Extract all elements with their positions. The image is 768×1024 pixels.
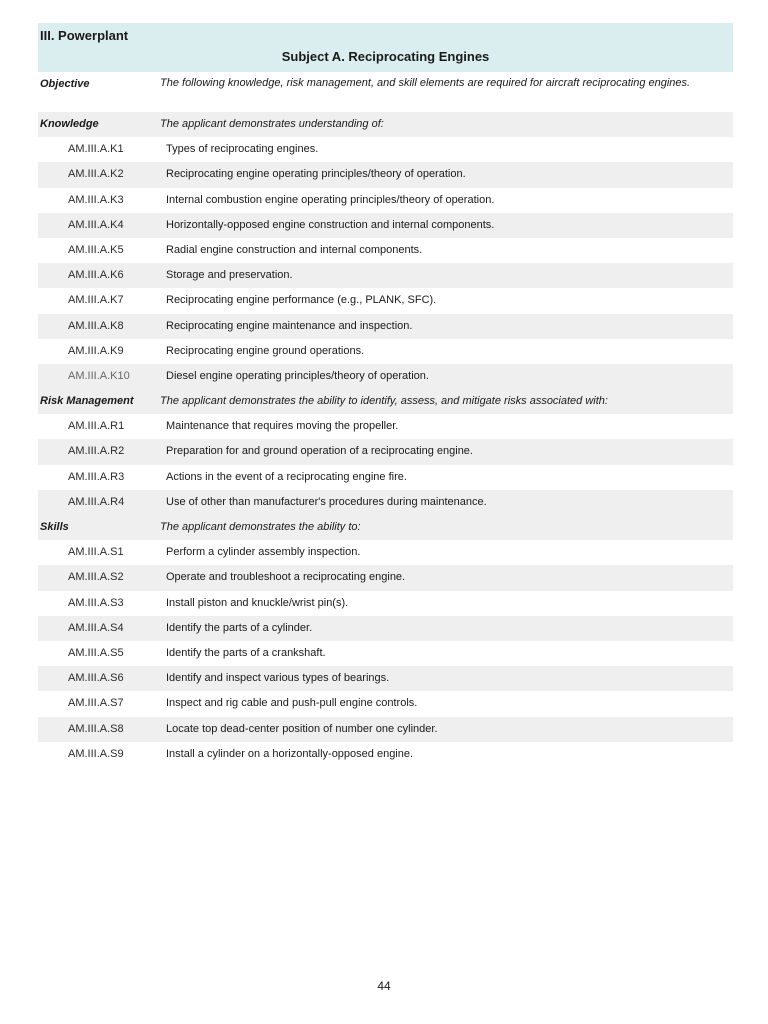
risk-label: Risk Management	[40, 395, 134, 408]
skills-intro: The applicant demonstrates the ability to:	[160, 521, 361, 533]
element-code: AM.III.A.S8	[68, 722, 124, 735]
element-code: AM.III.A.K8	[68, 319, 124, 332]
element-description: Identify and inspect various types of bearings.	[166, 672, 390, 685]
table-row	[38, 238, 733, 263]
table-row	[38, 465, 733, 490]
element-code: AM.III.A.R2	[68, 445, 125, 458]
element-code: AM.III.A.S3	[68, 596, 124, 609]
risk-header-row	[38, 389, 733, 414]
element-code: AM.III.A.K6	[68, 269, 124, 282]
element-code: AM.III.A.S4	[68, 621, 124, 634]
table-row	[38, 565, 733, 590]
area-title: III. Powerplant	[40, 28, 129, 43]
table-row	[38, 742, 733, 767]
page-number: 44	[377, 979, 391, 993]
element-code: AM.III.A.K4	[68, 218, 124, 231]
element-code: AM.III.A.K5	[68, 243, 124, 256]
risk-list	[38, 414, 733, 515]
table-header	[38, 23, 733, 72]
skills-label: Skills	[40, 521, 69, 533]
table-row	[38, 540, 733, 565]
table-row	[38, 666, 733, 691]
element-description: Perform a cylinder assembly inspection.	[166, 546, 361, 559]
element-description: Locate top dead-center position of number one cylinder.	[166, 722, 438, 735]
objective-label: Objective	[40, 78, 90, 90]
knowledge-label: Knowledge	[40, 118, 99, 130]
element-code: AM.III.A.K1	[68, 143, 124, 156]
element-code: AM.III.A.R1	[68, 420, 125, 433]
knowledge-header-row	[38, 112, 733, 137]
element-description: Preparation for and ground operation of a reciprocating engine.	[166, 445, 473, 458]
risk-intro: The applicant demonstrates the ability to identify, assess, and mitigate risks associated with:	[160, 395, 608, 408]
subject-title: Subject A. Reciprocating Engines	[281, 49, 490, 64]
table-row	[38, 339, 733, 364]
element-description: Inspect and rig cable and push-pull engine controls.	[166, 697, 418, 710]
element-description: Reciprocating engine maintenance and inspection.	[166, 319, 413, 332]
element-code: AM.III.A.R3	[68, 470, 125, 483]
objective-row	[38, 72, 733, 112]
element-description: Install piston and knuckle/wrist pin(s).	[166, 596, 349, 609]
element-code: AM.III.A.K3	[68, 193, 124, 206]
knowledge-intro: The applicant demonstrates understanding of:	[160, 118, 384, 130]
element-description: Operate and troubleshoot a reciprocating engine.	[166, 571, 406, 584]
table-row	[38, 439, 733, 464]
table-row	[38, 641, 733, 666]
element-description: Diesel engine operating principles/theory of operation.	[166, 369, 429, 382]
element-description: Internal combustion engine operating principles/theory of operation.	[166, 193, 495, 206]
table-row	[38, 490, 733, 515]
table-row	[38, 137, 733, 162]
table-row	[38, 414, 733, 439]
element-code: AM.III.A.S9	[68, 747, 124, 760]
element-description: Actions in the event of a reciprocating engine fire.	[166, 470, 407, 483]
knowledge-list	[38, 137, 733, 389]
table-row	[38, 591, 733, 616]
element-description: Reciprocating engine ground operations.	[166, 344, 365, 357]
element-description: Horizontally-opposed engine construction and internal components.	[166, 218, 495, 231]
element-description: Identify the parts of a cylinder.	[166, 621, 313, 634]
skills-list	[38, 540, 733, 767]
table-row	[38, 314, 733, 339]
table-row	[38, 162, 733, 187]
objective-text: The following knowledge, risk management, and skill elements are required for aircraft reciprocating engines.	[160, 77, 691, 89]
table-row	[38, 364, 733, 389]
table-row	[38, 717, 733, 742]
element-description: Reciprocating engine performance (e.g., PLANK, SFC).	[166, 294, 437, 307]
table-row	[38, 213, 733, 238]
element-description: Reciprocating engine operating principles/theory of operation.	[166, 168, 466, 181]
skills-header-row	[38, 515, 733, 540]
element-code: AM.III.A.S1	[68, 546, 124, 559]
element-code: AM.III.A.S5	[68, 646, 124, 659]
element-code: AM.III.A.K7	[68, 294, 124, 307]
table-row	[38, 288, 733, 313]
table-row	[38, 188, 733, 213]
element-description: Use of other than manufacturer's procedures during maintenance.	[166, 495, 487, 508]
element-code: AM.III.A.R4	[68, 495, 125, 508]
element-description: Storage and preservation.	[166, 269, 293, 282]
element-description: Maintenance that requires moving the propeller.	[166, 420, 399, 433]
element-description: Identify the parts of a crankshaft.	[166, 646, 326, 659]
element-description: Types of reciprocating engines.	[166, 143, 319, 156]
element-code: AM.III.A.S7	[68, 697, 124, 710]
element-code: AM.III.A.K2	[68, 168, 124, 181]
acs-table	[38, 23, 733, 767]
element-description: Radial engine construction and internal components.	[166, 243, 423, 256]
element-code: AM.III.A.K9	[68, 344, 124, 357]
table-row	[38, 691, 733, 716]
element-code: AM.III.A.S6	[68, 672, 124, 685]
table-row	[38, 616, 733, 641]
element-description: Install a cylinder on a horizontally-opposed engine.	[166, 747, 414, 760]
element-code: AM.III.A.K10	[68, 369, 130, 382]
table-row	[38, 263, 733, 288]
element-code: AM.III.A.S2	[68, 571, 124, 584]
